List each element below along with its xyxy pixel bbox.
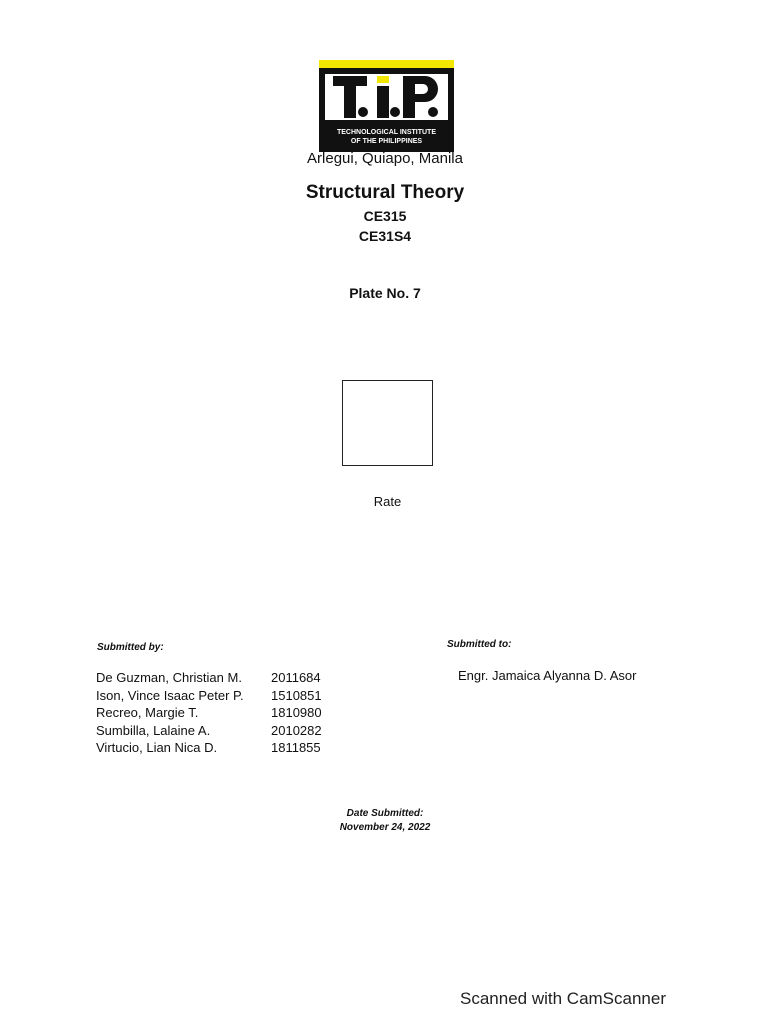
member-name: Recreo, Margie T. [96,705,199,721]
member-row [96,739,346,757]
logo-subtitle-line1: TECHNOLOGICAL INSTITUTE [336,129,437,136]
course-code: CE315 [363,208,407,224]
member-id: 2011684 [271,670,321,686]
member-name: Sumbilla, Lalaine A. [96,722,211,738]
member-id: 1810980 [271,705,322,721]
rate-label: Rate [373,494,402,509]
instructor-name: Engr. Jamaica Alyanna D. Asor [458,668,637,683]
member-id: 1510851 [271,687,322,703]
member-name: De Guzman, Christian M. [96,670,242,686]
member-list [96,669,346,757]
date-submitted-value: November 24, 2022 [339,822,431,833]
member-row [96,687,346,705]
date-submitted-label: Date Submitted: [346,808,424,819]
member-id: 2010282 [271,722,322,738]
submitted-by-label: Submitted by: [97,642,164,653]
tip-logo [319,60,454,152]
course-title: Structural Theory [305,182,465,203]
submitted-to-label: Submitted to: [447,639,512,650]
course-section: CE31S4 [358,228,412,244]
member-row [96,722,346,740]
member-name: Ison, Vince Isaac Peter P. [96,687,244,703]
campus-address: Arlegui, Quiapo, Manila [307,150,463,167]
camscanner-watermark: Scanned with CamScanner [460,989,667,1008]
member-id: 1811855 [271,740,321,756]
member-name: Virtucio, Lian Nica D. [96,740,218,756]
member-row [96,669,346,687]
rate-box [342,380,433,466]
tip-logo-graphic [319,60,454,152]
plate-number: Plate No. 7 [349,285,421,301]
member-row [96,704,346,722]
logo-subtitle-line2: OF THE PHILIPPINES [350,138,423,145]
